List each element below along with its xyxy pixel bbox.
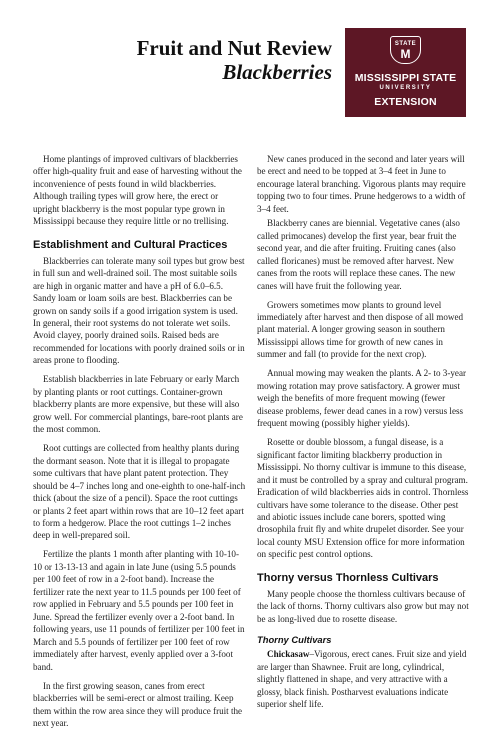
cultivar-name: Chickasaw [267,649,310,660]
page-subtitle: Blackberries [222,60,332,84]
paragraph: Root cuttings are collected from healthy plants during the dormant season. Note that it is illegal to propagate some cultivars that have plant patent protection. They should be 4–7 inches long and one-eighth to one-half-inch thick (about the size of a pencil). Space the root cuttings or plants 2 feet apart within rows that are 10–12 feet apart to form a hedgerow. Place the root cuttings 1–2 inches deep in well-prepared soil. [33,443,246,541]
section-heading-thorny: Thorny versus Thornless Cultivars [257,571,439,584]
left-column [33,153,246,729]
right-column [257,153,470,710]
paragraph: New canes produced in the second and later years will be erect and need to be topped at 3–4 feet in June to encourage lateral branching. Vigorous plants may require topping two to four times. Prune hedgerows to a width of 3–4 feet. [257,154,466,214]
seal-letter: M [400,47,411,61]
logo-extension: EXTENSION [374,96,437,108]
title-block [34,36,332,84]
paragraph: Establish blackberries in late February or early March by planting plants or root cuttings. Container-grown blackberry plants are more expensive, but these will also grow well. For commercial plantings, bare-root plants are the most common. [33,374,243,435]
paragraph: Growers sometimes mow plants to ground level immediately after harvest and then dispose of all mowed plant material. A longer growing season in southern Mississippi allows time for growth of new canes in summer and fall (to provide for the next crop). [257,299,464,360]
paragraph: Many people choose the thornless cultivars because of the lack of thorns. Thorny cultivars also grow but may not be as long-lived due to rosette disease. [257,588,469,624]
paragraph: In the first growing season, canes from erect blackberries will be semi-erect or almost trailing. Keep them within the row area since they will produce fruit the next year. [33,680,243,728]
subheading-thorny-cultivars: Thorny Cultivars [257,634,332,646]
page-title: Fruit and Nut Review [136,36,332,60]
paragraph: Blackberries can tolerate many soil types but grow best in full sun and well-drained soil. The most suitable soils are high in organic matter and have a pH of 6.0–6.5. Sandy loam or loam soils are best. Blackberries can be grown on sandy soils if a good irrigation system is used. In general, their root systems do not tolerate wet soils. Avoid clayey, poorly drained soils. Raised beds are recommended for locations with poorly drained soils or in areas prone to flooding. [33,255,245,366]
seal-top-text: STATE [394,41,417,47]
logo-university: UNIVERSITY [379,85,432,91]
logo-name: MISSISSIPPI STATE [354,72,457,84]
section-heading-establishment: Establishment and Cultural Practices [33,238,228,251]
intro-paragraph: Home plantings of improved cultivars of blackberries offer high-quality fruit and ease of harvesting without the inconvenience of pests found in wild blackberries. Although trailing types will grow here, the erect or upright blackberry is the most popular type grown in Mississippi because they require little or no trellising. [33,154,242,227]
paragraph: Annual mowing may weaken the plants. A 2- to 3-year mowing rotation may prove satisfactory. A grower must weigh the benefits of more frequent mowing (fewer disease problems, fewer dead canes in a row) versus less frequent mowing (possibly higher yields). [257,368,467,429]
cultivar-paragraph [257,648,470,710]
paragraph: Blackberry canes are biennial. Vegetative canes (also called primocanes) develop the first year, bear fruit the second year, and die after fruiting. Fruiting canes (also called floricanes) must be removed after harvest. New canes from the roots will replace these canes. The new canes will have fruit the following year. [257,218,460,291]
paragraph: Fertilize the plants 1 month after planting with 10-10-10 or 13-13-13 and again in late June (using 5.5 pounds per 100 feet of row in a 2-foot band). Increase the fertilizer rate the next year to 11.5 pounds per 100 feet of row applied in February and 5.5 pounds per 100 feet in June. Spread the fertilizer evenly over a 2-foot band. In following years, use 11 pounds of fertilizer per 100 feet in March and 5.5 pounds of fertilizer per 100 feet of row immediately after harvest, evenly applied over a 3-foot band. [33,549,245,672]
paragraph: Rosette or double blossom, a fungal disease, is a significant factor limiting blackberry production in Mississippi. No thorny cultivar is immune to this disease, and it must be controlled by a spray and cultural program. Eradication of wild blackberries aids in control. Thornless cultivars have some tolerance to the disease. Other pest and abiotic issues include cane borers, spotted wing drosophila fruit fly and white drupelet disorder. See your local county MSU Extension office for more information on specific pest control options. [257,437,469,560]
state-seal-icon [390,36,421,64]
cultivar-description: –Vigorous, erect canes. Fruit size and yield are larger than Shawnee. Fruit are long, cylindrical, slightly flattened in shape, and very attractive with a glossy, black finish. Postharvest evaluations indicate superior shelf life. [257,649,467,709]
msu-extension-logo [345,28,466,117]
